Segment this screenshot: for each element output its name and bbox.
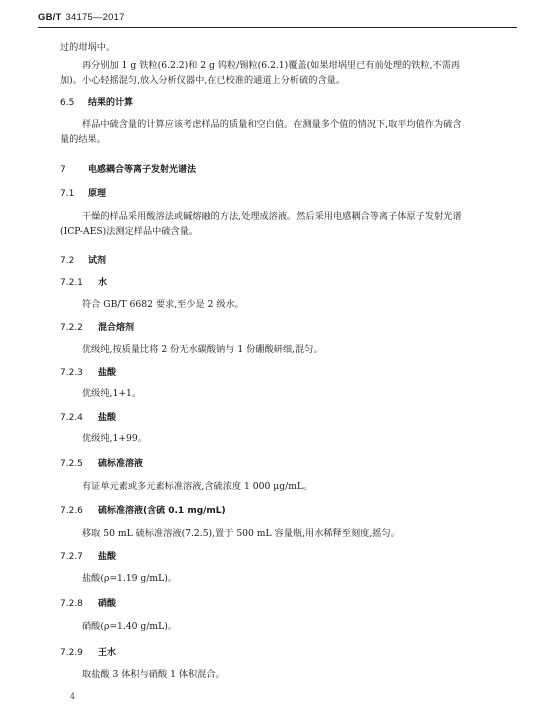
section-heading <box>60 365 116 378</box>
paragraph <box>82 342 520 357</box>
section-heading <box>60 549 116 562</box>
paragraph <box>82 667 520 682</box>
section-title: 电感耦合等离子发射光谱法 <box>88 165 197 175</box>
standard-code: GB/T <box>38 12 62 23</box>
section-number: 7.2.2 <box>60 323 83 333</box>
section-heading <box>60 162 196 175</box>
paragraph <box>82 526 520 541</box>
standard-header <box>38 12 125 23</box>
section-title: 混合熔剂 <box>98 323 135 333</box>
section-title: 王水 <box>98 648 117 658</box>
section-heading <box>60 253 106 266</box>
paragraph <box>60 58 520 88</box>
section-title: 盐酸 <box>98 552 117 562</box>
section-number: 7.2.6 <box>60 506 83 516</box>
paragraph-line: 量的结果。 <box>60 134 106 145</box>
page-number: 4 <box>70 692 76 701</box>
section-title: 硫标准溶液(含硫 0.1 mg/mL) <box>98 506 226 516</box>
paragraph-line: 优级纯,1+1。 <box>82 388 142 399</box>
paragraph-line: 移取 50 mL 硫标准溶液(7.2.5),置于 500 mL 容量瓶,用水稀释至刻度,摇匀。 <box>82 528 400 539</box>
paragraph <box>60 40 520 55</box>
section-title: 原理 <box>88 189 107 199</box>
paragraph-line: 硝酸(ρ=1.40 g/mL)。 <box>82 621 177 632</box>
paragraph <box>82 386 520 401</box>
paragraph-line: 符合 GB/T 6682 要求,至少是 2 级水。 <box>82 299 244 310</box>
section-heading <box>60 410 116 423</box>
paragraph <box>82 431 520 446</box>
section-heading <box>60 320 134 333</box>
section-title: 硫标准溶液 <box>98 459 144 469</box>
paragraph-line: 盐酸(ρ=1.19 g/mL)。 <box>82 573 177 584</box>
section-number: 7.2.4 <box>60 413 83 423</box>
section-number: 7.2 <box>60 256 75 266</box>
paragraph <box>82 571 520 586</box>
section-heading <box>60 456 143 469</box>
section-number: 7.1 <box>60 189 75 199</box>
paragraph-line: 过的坩埚中。 <box>60 42 116 53</box>
paragraph <box>82 479 520 494</box>
section-title: 盐酸 <box>98 413 117 423</box>
section-number: 7 <box>60 165 66 175</box>
paragraph-line: 优级纯,1+99。 <box>82 433 147 444</box>
standard-number: 34175—2017 <box>65 12 125 23</box>
section-number: 7.2.8 <box>60 599 83 609</box>
paragraph-line: 优级纯,按质量比将 2 份无水碳酸钠与 1 份硼酸研细,混匀。 <box>82 344 323 355</box>
section-number: 6.5 <box>60 98 75 108</box>
section-number: 7.2.1 <box>60 278 83 288</box>
section-number: 7.2.7 <box>60 552 83 562</box>
section-number: 7.2.3 <box>60 368 83 378</box>
paragraph-line: 有证单元素或多元素标准溶液,含硫浓度 1 000 μg/mL。 <box>82 481 313 492</box>
section-title: 结果的计算 <box>88 98 134 108</box>
section-title: 硝酸 <box>98 599 117 609</box>
paragraph-line: 加)。小心轻摇混匀,放入分析仪器中,在已校准的通道上分析硫的含量。 <box>60 75 346 86</box>
paragraph-line: 样品中硫含量的计算应该考虑样品的质量和空白值。在测量多个值的情况下,取平均值作为硫含 <box>82 119 462 130</box>
section-heading <box>60 95 133 108</box>
paragraph <box>60 117 520 147</box>
section-title: 盐酸 <box>98 368 117 378</box>
section-heading <box>60 645 116 658</box>
section-heading <box>60 503 226 516</box>
section-number: 7.2.9 <box>60 648 83 658</box>
section-number: 7.2.5 <box>60 459 83 469</box>
section-title: 水 <box>98 278 108 288</box>
section-title: 试剂 <box>88 256 107 266</box>
paragraph-line: 取盐酸 3 体积与硝酸 1 体积混合。 <box>82 669 225 680</box>
paragraph <box>82 297 520 312</box>
header-rule <box>38 27 517 28</box>
section-heading <box>60 596 116 609</box>
paragraph <box>60 209 520 239</box>
paragraph <box>82 619 520 634</box>
paragraph-line: (ICP-AES)法测定样品中硫含量。 <box>60 226 199 237</box>
section-heading <box>60 186 106 199</box>
section-heading <box>60 275 107 288</box>
paragraph-line: 再分别加 1 g 铁粒(6.2.2)和 2 g 钨粒/锡粒(6.2.1)覆盖(如果坩埚里已有前处理的铁粒,不需再 <box>82 60 461 71</box>
paragraph-line: 干燥的样品采用酸溶法或碱熔融的方法,处理成溶液。然后采用电感耦合等离子体原子发射光谱 <box>82 211 462 222</box>
